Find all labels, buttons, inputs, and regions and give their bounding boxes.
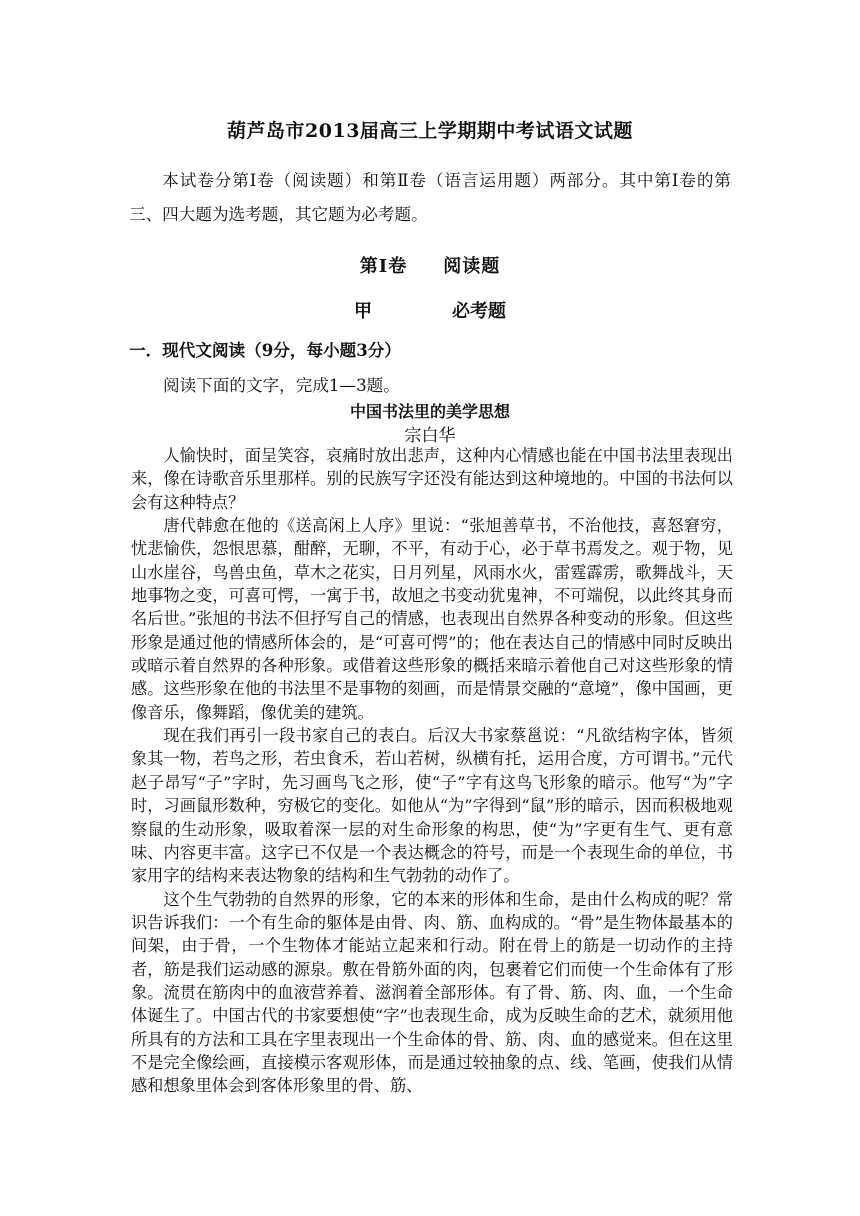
section-number: 甲: [354, 301, 372, 322]
volume-number: 第Ⅰ卷: [359, 256, 408, 277]
exam-intro: 本试卷分第Ⅰ卷（阅读题）和第Ⅱ卷（语言运用题）两部分。其中第Ⅰ卷的第三、四大题为选考题，其它题为必考题。: [129, 171, 731, 224]
article-body: [131, 444, 733, 1098]
volume-heading: [0, 252, 860, 278]
exam-title: 葫芦岛市2013届高三上学期期中考试语文试题: [227, 120, 633, 142]
question-heading: 一．现代文阅读（9分，每小题3分）: [129, 340, 401, 360]
section-name: 必考题: [452, 301, 506, 322]
article-author: 宗白华: [404, 426, 456, 446]
article-title: 中国书法里的美学思想: [349, 402, 510, 421]
article-paragraph: 现在我们再引一段书家自己的表白。后汉大书家蔡邕说：“凡欲结构字体，皆须象其一物，若鸟之形，若虫食禾，若山若树，纵横有托，运用合度，方可谓书。”元代赵子昂写“子”字时，先习画鸟飞之形，使“子”字有这鸟飞形象的暗示。他写“为”字时，习画鼠形数种，穷极它的变化。如他从“为”字得到“鼠”形的暗示，因而积极地观察鼠的生动形象，吸取着深一层的对生命形象的构思，使“为”字更有生气、更有意味、内容更丰富。这字已不仅是一个表达概念的符号，而是一个表现生命的单位，书家用字的结构来表达物象的结构和生气勃勃的动作了。: [131, 726, 733, 886]
volume-name: 阅读题: [443, 256, 501, 277]
question-instruction: 阅读下面的文字，完成1—3题。: [163, 376, 400, 395]
section-heading: [0, 297, 860, 323]
article-paragraph: 人愉快时，面呈笑容，哀痛时放出悲声，这种内心情感也能在中国书法里表现出来，像在诗歌音乐里那样。别的民族写字还没有能达到这种境地的。中国的书法何以会有这种特点？: [131, 446, 733, 512]
article-paragraph: 这个生气勃勃的自然界的形象，它的本来的形体和生命，是由什么构成的呢？常识告诉我们：一个有生命的躯体是由骨、肉、筋、血构成的。“骨”是生物体最基本的间架，由于骨，一个生物体才能站立起来和行动。附在骨上的筋是一切动作的主持者，筋是我们运动感的源泉。敷在骨筋外面的肉，包裹着它们而使一个生命体有了形象。流贯在筋肉中的血液营养着、滋润着全部形体。有了骨、筋、肉、血，一个生命体诞生了。中国古代的书家要想使“字”也表现生命，成为反映生命的艺术，就须用他所具有的方法和工具在字里表现出一个生命体的骨、筋、肉、血的感觉来。但在这里不是完全像绘画，直接模示客观形体，而是通过较抽象的点、线、笔画，使我们从情感和想象里体会到客体形象里的骨、筋、: [131, 889, 733, 1096]
article-paragraph: 唐代韩愈在他的《送高闲上人序》里说：“张旭善草书，不治他技，喜怒窘穷，忧悲愉佚，怨恨思慕，酣醉，无聊，不平，有动于心，必于草书焉发之。观于物，见山水崖谷，鸟兽虫鱼，草木之花实，日月列星，风雨水火，雷霆霹雳，歌舞战斗，天地事物之变，可喜可愕，一寓于书，故旭之书变动犹鬼神，不可端倪，以此终其身而名后世。”张旭的书法不但抒写自己的情感，也表现出自然界各种变动的形象。但这些形象是通过他的情感所体会的，是“可喜可愕”的；他在表达自己的情感中同时反映出或暗示着自然界的各种形象。或借着这些形象的概括来暗示着他自己对这些形象的情感。这些形象在他的书法里不是事物的刻画，而是情景交融的“意境”，像中国画，更像音乐，像舞蹈，像优美的建筑。: [131, 516, 733, 722]
